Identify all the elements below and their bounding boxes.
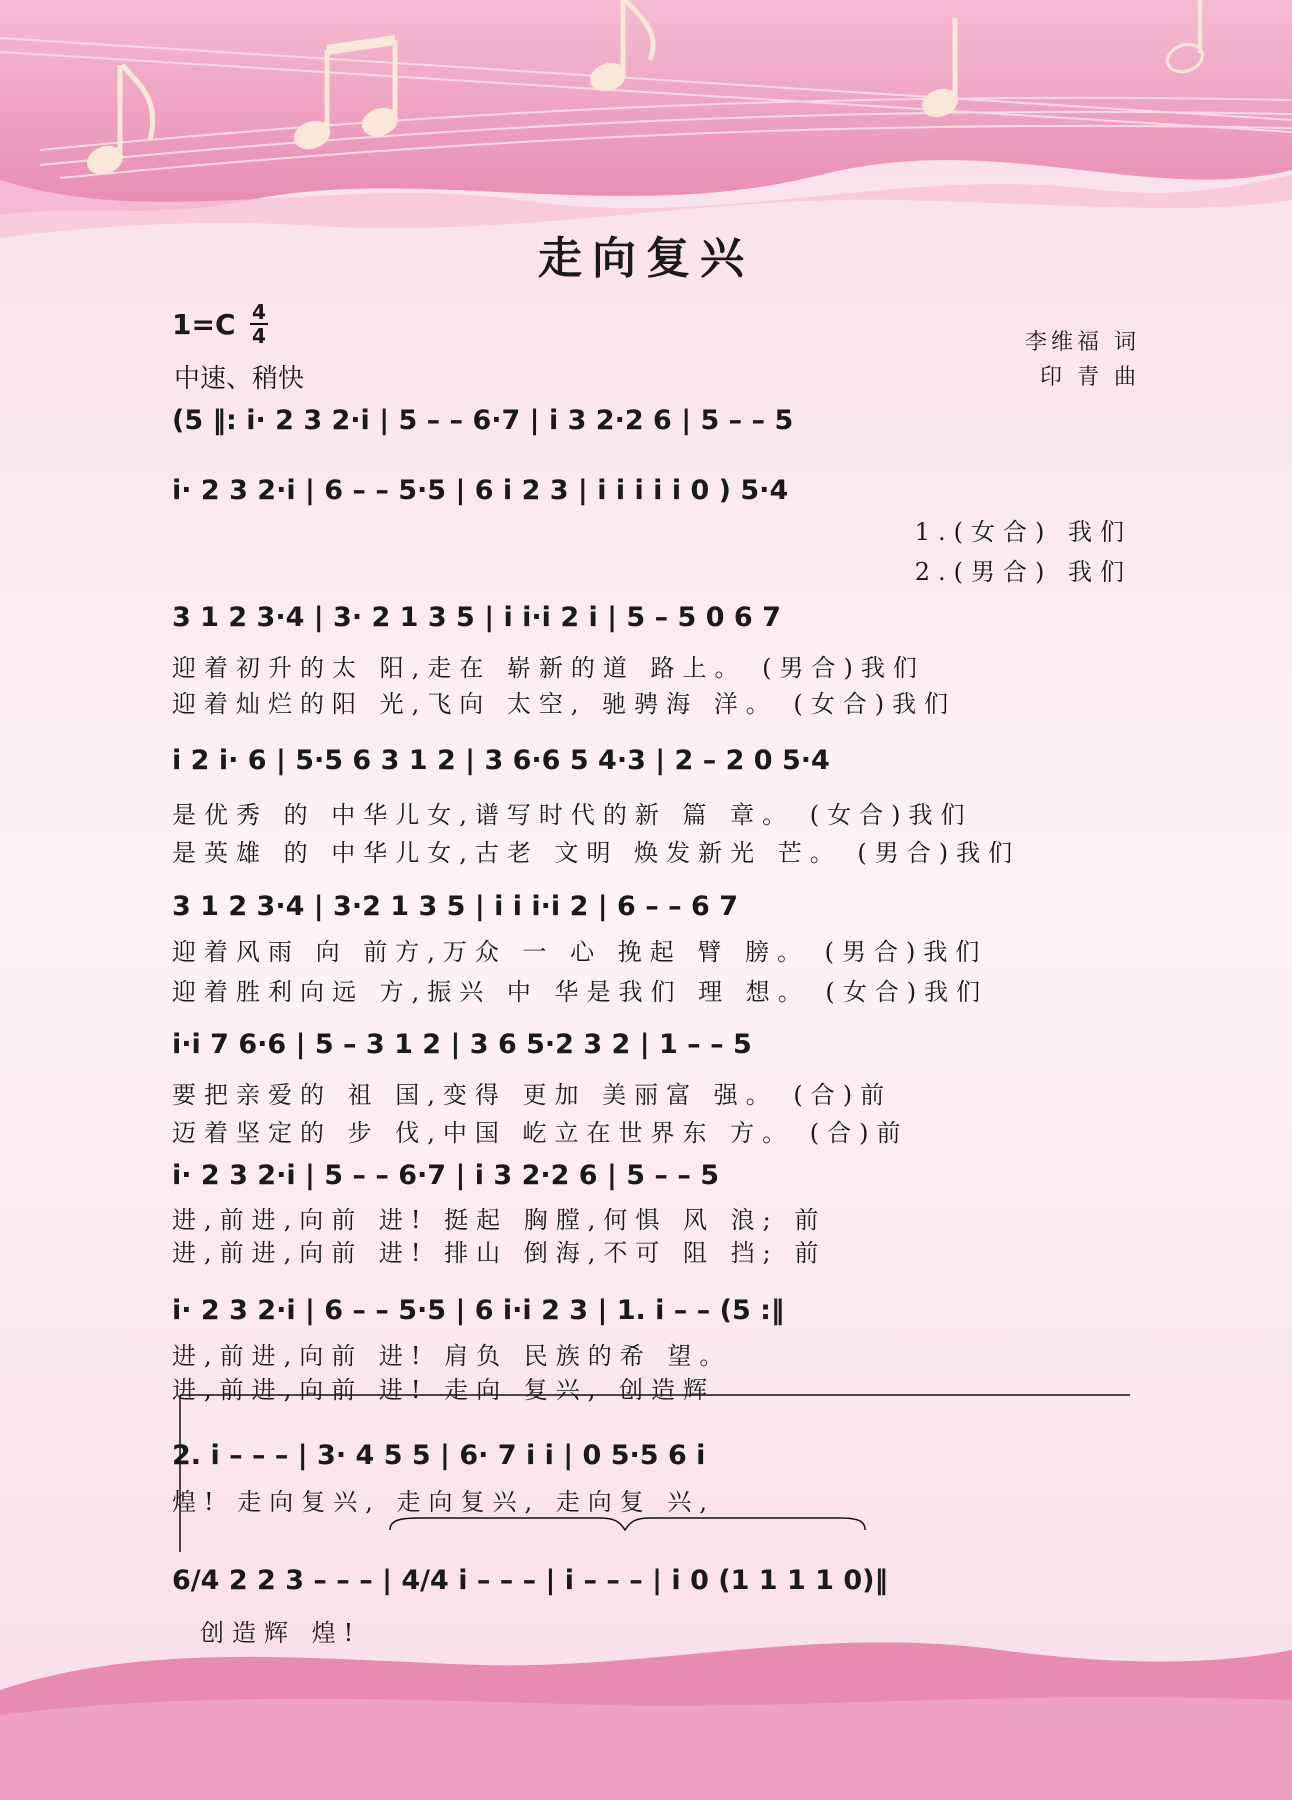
lyrics-line-4a: 是优秀 的 中华儿女,谱写时代的新 篇 章。 (女合)我们 [172, 801, 973, 829]
lyrics-line-9: 煌! 走向复兴, 走向复兴, 走向复 兴, [172, 1488, 716, 1516]
score-line-10: 6/4 2 2 3 – – – | 4/4 i – – – | i – – – | i 0 (1 1 1 1 0)‖ [172, 1564, 888, 1596]
score-line-5: 3 1 2 3·4 | 3·2 1 3 5 | i i i·i 2 | 6 – – 6 7 [172, 890, 738, 922]
lyrics-line-3a: 迎着初升的太 阳,走在 崭新的道 路上。 (男合)我们 [172, 654, 925, 682]
lyrics-line-5b: 迎着胜利向远 方,振兴 中 华是我们 理 想。 (女合)我们 [172, 978, 989, 1006]
score-line-9: 2. i – – – | 3· 4 5 5 | 6· 7 i i | 0 5·5 6 i [172, 1439, 706, 1471]
score-line-3: 3 1 2 3·4 | 3· 2 1 3 5 | i i·i 2 i | 5 – 5 0 6 7 [172, 601, 781, 633]
key-signature: 1=C [172, 308, 236, 341]
tempo-marking: 中速、稍快 [174, 364, 305, 394]
score-line-6: i·i 7 6·6 | 5 – 3 1 2 | 3 6 5·2 3 2 | 1 – – 5 [172, 1028, 752, 1060]
lyrics-line-6a: 要把亲爱的 祖 国,变得 更加 美丽富 强。 (合)前 [172, 1081, 893, 1109]
lyrics-line-7b: 进,前进,向前 进! 排山 倒海,不可 阻 挡; 前 [172, 1239, 827, 1267]
lyrics-line-10: 创造辉 煌! [200, 1619, 362, 1647]
lyrics-line-2a: 1.(女合) 我们 [914, 518, 1132, 546]
lyrics-line-3b: 迎着灿烂的阳 光,飞向 太空, 驰骋海 洋。 (女合)我们 [172, 690, 957, 718]
lyricist-credit: 李维福 词 [1025, 330, 1140, 355]
score-line-7: i· 2 3 2·i | 5 – – 6·7 | i 3 2·2 6 | 5 – – 5 [172, 1159, 720, 1191]
meter-top: 4 [252, 300, 266, 324]
time-signature [250, 302, 268, 346]
score-line-8: i· 2 3 2·i | 6 – – 5·5 | 6 i·i 2 3 | 1. i – – (5 :‖ [172, 1294, 785, 1326]
meter-bottom: 4 [252, 324, 266, 348]
song-title: 走向复兴 [538, 233, 754, 284]
lyrics-line-8b: 进,前进,向前 进! 走向 复兴, 创造辉 [172, 1376, 716, 1404]
lyrics-line-4b: 是英雄 的 中华儿女,古老 文明 焕发新光 芒。 (男合)我们 [172, 839, 1021, 867]
lyrics-line-6b: 迈着坚定的 步 伐,中国 屹立在世界东 方。 (合)前 [172, 1119, 909, 1147]
score-line-2: i· 2 3 2·i | 6 – – 5·5 | 6 i 2 3 | i i i i i 0 ) 5·4 [172, 474, 789, 506]
composer-credit: 印 青 曲 [1040, 365, 1140, 390]
lyrics-line-8a: 进,前进,向前 进! 肩负 民族的希 望。 [172, 1342, 732, 1370]
score-line-4: i 2 i· 6 | 5·5 6 3 1 2 | 3 6·6 5 4·3 | 2 – 2 0 5·4 [172, 744, 830, 776]
lyrics-line-7a: 进,前进,向前 进! 挺起 胸膛,何惧 风 浪; 前 [172, 1206, 827, 1234]
lyrics-line-2b: 2.(男合) 我们 [914, 558, 1132, 586]
lyrics-line-5a: 迎着风雨 向 前方,万众 一 心 挽起 臂 膀。 (男合)我们 [172, 938, 988, 966]
score-line-1: (5 ‖: i· 2 3 2·i | 5 – – 6·7 | i 3 2·2 6 | 5 – – 5 [172, 404, 794, 436]
